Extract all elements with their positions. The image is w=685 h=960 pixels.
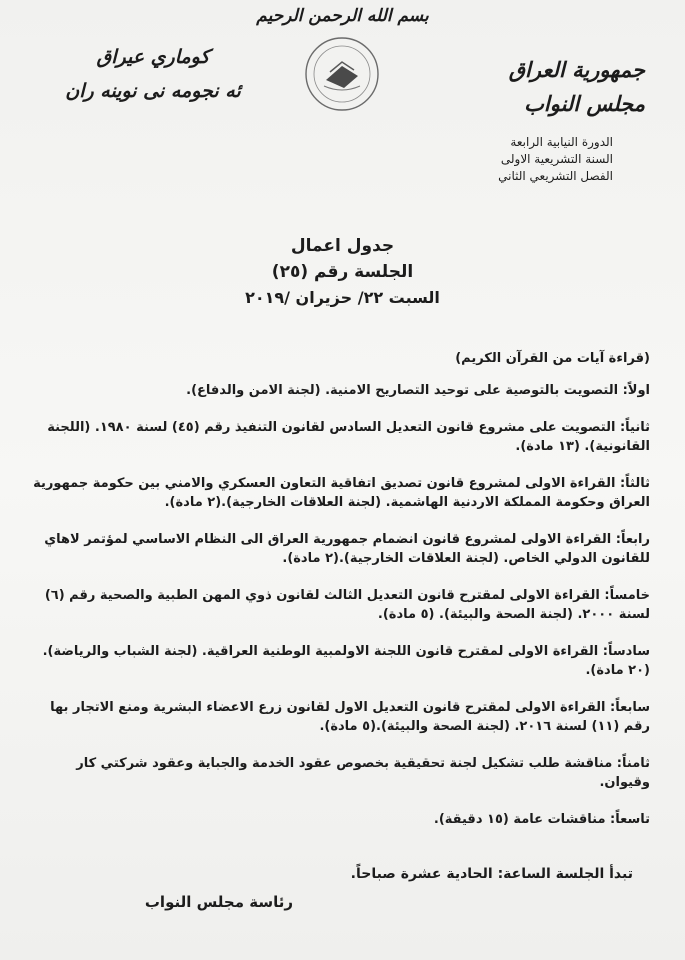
session-year: السنة التشريعية الاولى [500, 152, 613, 166]
agenda-items [30, 349, 650, 847]
agenda-item-8: ثامناً: مناقشة طلب تشكيل لجنة تحقيقية بخصوص عقود الخدمة والجباية وعقود شركتي كار وقيوان. [76, 756, 650, 790]
header-kurdish-title [38, 46, 268, 114]
republic-name-kurdish: كوماري عيراق [96, 46, 210, 68]
agenda-item-1: اولاً: التصويت بالتوصية على توحيد التصاريح الامنية. (لجنة الامن والدفاع). [186, 383, 650, 398]
session-number: الجلسة رقم (٢٥) [271, 262, 414, 282]
session-start-time: تبدأ الجلسة الساعة: الحادية عشرة صباحاً. [350, 866, 633, 882]
session-term: الدورة النيابية الرابعة [510, 135, 613, 149]
session-chapter: الفصل التشريعي الثاني [498, 169, 613, 183]
council-name-kurdish: ئه نجومه نى نوينه ران [65, 80, 241, 102]
signature-presidency: رئاسة مجلس النواب [144, 893, 293, 911]
agenda-item-6: سادساً: القراءة الاولى لمقترح قانون اللجنة الاولمبية الوطنية العراقية. (لجنة الشباب والرياضة). (٢٠ مادة). [42, 644, 650, 678]
parliament-emblem-icon [304, 36, 380, 112]
agenda-item-7: سابعاً: القراءة الاولى لمقترح قانون التعديل الاول لقانون زرع الاعضاء البشرية ومنع الاتجار بها رقم (١١) لسنة ٢٠١٦. (لجنة الصحة والبيئة).(٥ مادة). [50, 700, 650, 734]
republic-name: جمهورية العراق [508, 58, 645, 82]
agenda-item-9: تاسعاً: مناقشات عامة (١٥ دقيقة). [433, 812, 650, 827]
session-date: السبت ٢٢/ حزيران /٢٠١٩ [245, 288, 440, 307]
council-name: مجلس النواب [524, 92, 645, 116]
header-arabic-title [445, 58, 645, 126]
agenda-item-4: رابعاً: القراءة الاولى لمشروع قانون انضمام جمهورية العراق الى النظام الاساسي لمؤتمر لاهاي للقانون الدولي الخاص. (لجنة العلاقات الخارجية).(٢ مادة). [44, 532, 650, 566]
agenda-item-5: خامساً: القراءة الاولى لمقترح قانون التعديل الثالث لقانون ذوي المهن الطبية والصحية رقم (٦) لسنة ٢٠٠٠. (لجنة الصحة والبيئة). (٥ مادة). [44, 588, 650, 622]
agenda-heading [0, 233, 685, 311]
basmala: بسم الله الرحمن الرحيم [256, 6, 429, 26]
agenda-item-2: ثانياً: التصويت على مشروع قانون التعديل السادس لقانون التنفيذ رقم (٤٥) لسنة ١٩٨٠. (اللجنة القانونية). (١٣ مادة). [47, 420, 650, 454]
agenda-item-3: ثالثاً: القراءة الاولى لمشروع قانون تصديق اتفاقية التعاون العسكري والامني بين حكومة جمهورية العراق وحكومة المملكة الاردنية الهاشمية. (لجنة العلاقات الخارجية).(٢ مادة). [33, 476, 650, 510]
session-info [353, 134, 613, 185]
opening-line: (قراءة آيات من القرآن الكريم) [455, 351, 650, 366]
agenda-title: جدول اعمال [290, 236, 395, 256]
